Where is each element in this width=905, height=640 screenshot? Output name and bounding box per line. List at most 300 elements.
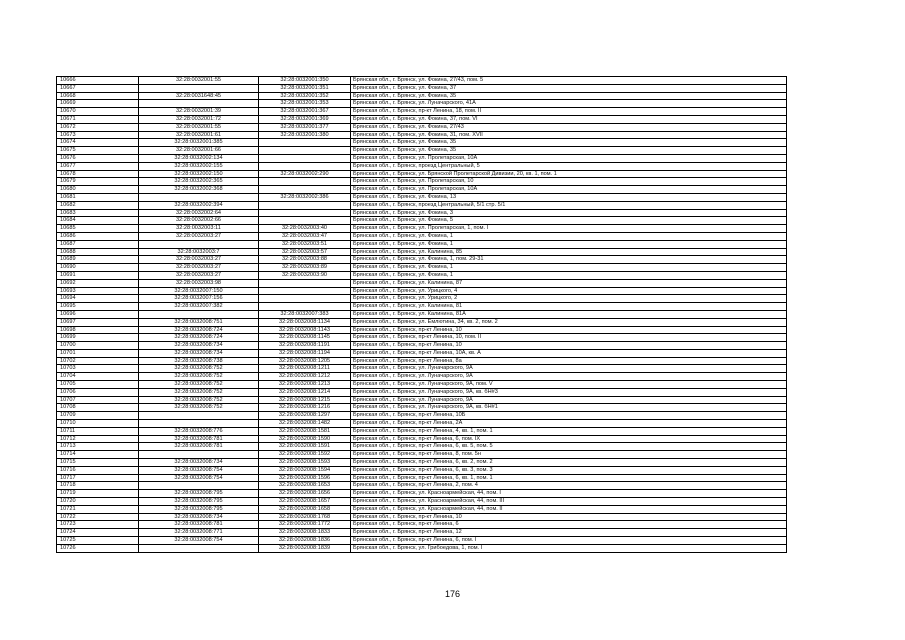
address-cell: Брянская обл., г. Брянск, ул. Луначарского, 9А [351, 396, 787, 404]
row-number-cell: 10724 [57, 529, 139, 537]
table-row [57, 404, 787, 412]
address-cell: Брянская обл., г. Брянск, ул. Фокина, 37 [351, 84, 787, 92]
table-row [57, 427, 787, 435]
object-number-cell: 32:28:0032003:90 [259, 271, 351, 279]
row-number-cell: 10712 [57, 435, 139, 443]
parcel-number-cell: 32:28:0032003:27 [139, 232, 259, 240]
parcel-number-cell: 32:28:0032008:795 [139, 498, 259, 506]
table-row [57, 193, 787, 201]
address-cell: Брянская обл., г. Брянск, пр-кт Ленина, 6, пом. I [351, 537, 787, 545]
table-row [57, 240, 787, 248]
object-number-cell: 32:28:0032008:1215 [259, 396, 351, 404]
parcel-number-cell: 32:28:0032008:752 [139, 381, 259, 389]
object-number-cell: 32:28:0032008:1592 [259, 451, 351, 459]
table-row [57, 451, 787, 459]
parcel-number-cell: 32:28:0032001:72 [139, 115, 259, 123]
parcel-number-cell: 32:28:0032002:368 [139, 186, 259, 194]
parcel-number-cell: 32:28:0032002:155 [139, 162, 259, 170]
table-row [57, 373, 787, 381]
object-number-cell: 32:28:0032007:383 [259, 310, 351, 318]
address-cell: Брянская обл., г. Брянск, ул. Грибоедова, 1, пом. I [351, 544, 787, 552]
object-number-cell: 32:28:0032008:1593 [259, 459, 351, 467]
parcel-number-cell: 32:28:0032008:781 [139, 443, 259, 451]
parcel-number-cell: 32:28:0032008:795 [139, 505, 259, 513]
row-number-cell: 10723 [57, 521, 139, 529]
table-row [57, 287, 787, 295]
address-cell: Брянская обл., г. Брянск, ул. Луначарского, 9А [351, 365, 787, 373]
table-row [57, 108, 787, 116]
parcel-number-cell: 32:28:0032008:724 [139, 326, 259, 334]
object-number-cell: 32:28:0032001:353 [259, 100, 351, 108]
object-number-cell: 32:28:0032008:1211 [259, 365, 351, 373]
table-row [57, 459, 787, 467]
address-cell: Брянская обл., г. Брянск, ул. Красноармейская, 44, пом. II [351, 505, 787, 513]
table-row [57, 357, 787, 365]
object-number-cell: 32:28:0032008:1205 [259, 357, 351, 365]
parcel-number-cell: 32:28:0032008:752 [139, 396, 259, 404]
object-number-cell: 32:28:0032001:369 [259, 115, 351, 123]
object-number-cell: 32:28:0032003:51 [259, 240, 351, 248]
object-number-cell: 32:28:0032008:1213 [259, 381, 351, 389]
table-body [57, 77, 787, 553]
row-number-cell: 10716 [57, 466, 139, 474]
table-row [57, 326, 787, 334]
table-row [57, 209, 787, 217]
table-row [57, 396, 787, 404]
object-number-cell: 32:28:0032008:1590 [259, 435, 351, 443]
row-number-cell: 10725 [57, 537, 139, 545]
object-number-cell: 32:28:0032001:367 [259, 108, 351, 116]
row-number-cell: 10675 [57, 147, 139, 155]
object-number-cell [259, 147, 351, 155]
row-number-cell: 10687 [57, 240, 139, 248]
address-cell: Брянская обл., г. Брянск, ул. Фокина, 3 [351, 209, 787, 217]
object-number-cell [259, 154, 351, 162]
address-cell: Брянская обл., г. Брянск, ул. Фокина, 1 [351, 271, 787, 279]
row-number-cell: 10721 [57, 505, 139, 513]
table-row [57, 365, 787, 373]
object-number-cell: 32:28:0032001:377 [259, 123, 351, 131]
parcel-number-cell: 32:28:0032001:61 [139, 131, 259, 139]
row-number-cell: 10722 [57, 513, 139, 521]
parcel-number-cell [139, 412, 259, 420]
object-number-cell: 32:28:0032001:352 [259, 92, 351, 100]
row-number-cell: 10711 [57, 427, 139, 435]
table-row [57, 279, 787, 287]
address-cell: Брянская обл., г. Брянск, ул. Фокина, 5 [351, 217, 787, 225]
address-cell: Брянская обл., г. Брянск, пр-кт Ленина, 10Б [351, 412, 787, 420]
table-row [57, 232, 787, 240]
table-row [57, 412, 787, 420]
row-number-cell: 10685 [57, 225, 139, 233]
address-cell: Брянская обл., г. Брянск, ул. Фокина, 27/43, пом. 5 [351, 77, 787, 85]
row-number-cell: 10715 [57, 459, 139, 467]
object-number-cell: 32:28:0032008:1134 [259, 318, 351, 326]
address-cell: Брянская обл., г. Брянск, пр-кт Ленина, 10А, кв. А [351, 349, 787, 357]
address-cell: Брянская обл., г. Брянск, пр-кт Ленина, 18, пом. II [351, 108, 787, 116]
address-cell: Брянская обл., г. Брянск, пр-кт Ленина, 10 [351, 342, 787, 350]
address-cell: Брянская обл., г. Брянск, пр-кт Ленина, 10, пом. II [351, 334, 787, 342]
address-cell: Брянская обл., г. Брянск, ул. Луначарского, 9А, кв. бН#1 [351, 404, 787, 412]
table-row [57, 139, 787, 147]
object-number-cell: 32:28:0032003:89 [259, 264, 351, 272]
object-number-cell: 32:28:0032008:1143 [259, 326, 351, 334]
table-row [57, 84, 787, 92]
row-number-cell: 10666 [57, 77, 139, 85]
object-number-cell: 32:28:0032008:1839 [259, 544, 351, 552]
address-cell: Брянская обл., г. Брянск, пр-кт Ленина, 6 [351, 521, 787, 529]
parcel-number-cell: 32:28:0032008:752 [139, 404, 259, 412]
table-row [57, 544, 787, 552]
row-number-cell: 10678 [57, 170, 139, 178]
table-row [57, 498, 787, 506]
address-cell: Брянская обл., г. Брянск, ул. Красноармейская, 44, пом. III [351, 498, 787, 506]
object-number-cell: 32:28:0032008:1194 [259, 349, 351, 357]
row-number-cell: 10726 [57, 544, 139, 552]
address-cell: Брянская обл., г. Брянск, ул. Калинина, 81А [351, 310, 787, 318]
row-number-cell: 10710 [57, 420, 139, 428]
parcel-number-cell: 32:28:0032002:150 [139, 170, 259, 178]
row-number-cell: 10674 [57, 139, 139, 147]
object-number-cell [259, 186, 351, 194]
address-cell: Брянская обл., г. Брянск, пр-кт Ленина, 6, кв. 5, пом. 5 [351, 443, 787, 451]
address-cell: Брянская обл., г. Брянск, ул. Брянской Пролетарской Дивизии, 20, кв. 1, пом. 1 [351, 170, 787, 178]
parcel-number-cell: 32:28:0032003:27 [139, 264, 259, 272]
address-cell: Брянская обл., г. Брянск, ул. Калинина, 85 [351, 248, 787, 256]
address-cell: Брянская обл., г. Брянск, ул. Фокина, 1 [351, 232, 787, 240]
parcel-number-cell: 32:28:0032008:734 [139, 513, 259, 521]
row-number-cell: 10695 [57, 303, 139, 311]
parcel-number-cell: 32:28:0032008:754 [139, 474, 259, 482]
parcel-number-cell: 32:28:0032007:382 [139, 303, 259, 311]
table-row [57, 256, 787, 264]
parcel-number-cell [139, 544, 259, 552]
row-number-cell: 10713 [57, 443, 139, 451]
address-cell: Брянская обл., г. Брянск, ул. Емлютина, 34, кв. 2, пом. 2 [351, 318, 787, 326]
table-row [57, 186, 787, 194]
object-number-cell: 32:28:0032008:1596 [259, 474, 351, 482]
parcel-number-cell: 32:28:0032008:751 [139, 318, 259, 326]
row-number-cell: 10668 [57, 92, 139, 100]
object-number-cell [259, 303, 351, 311]
row-number-cell: 10717 [57, 474, 139, 482]
object-number-cell: 32:28:0032008:1768 [259, 513, 351, 521]
row-number-cell: 10697 [57, 318, 139, 326]
row-number-cell: 10689 [57, 256, 139, 264]
object-number-cell: 32:28:0032008:1216 [259, 404, 351, 412]
object-number-cell: 32:28:0032008:1833 [259, 529, 351, 537]
parcel-number-cell [139, 451, 259, 459]
table-row [57, 490, 787, 498]
row-number-cell: 10679 [57, 178, 139, 186]
table-row [57, 435, 787, 443]
row-number-cell: 10700 [57, 342, 139, 350]
object-number-cell [259, 201, 351, 209]
address-cell: Брянская обл., г. Брянск, пр-кт Ленина, 2А [351, 420, 787, 428]
row-number-cell: 10720 [57, 498, 139, 506]
row-number-cell: 10670 [57, 108, 139, 116]
parcel-number-cell: 32:28:0032007:150 [139, 287, 259, 295]
parcel-number-cell: 32:28:0032002:64 [139, 209, 259, 217]
address-cell: Брянская обл., г. Брянск, пр-кт Ленина, 6, кв. 1, пом. 1 [351, 474, 787, 482]
row-number-cell: 10714 [57, 451, 139, 459]
property-register-table [56, 76, 787, 553]
address-cell: Брянская обл., г. Брянск, ул. Фокина, 31, пом. XVII [351, 131, 787, 139]
object-number-cell: 32:28:0032008:1214 [259, 388, 351, 396]
table-row [57, 388, 787, 396]
row-number-cell: 10683 [57, 209, 139, 217]
row-number-cell: 10684 [57, 217, 139, 225]
parcel-number-cell: 32:28:0032001:39 [139, 108, 259, 116]
row-number-cell: 10693 [57, 287, 139, 295]
object-number-cell: 32:28:0032008:1297 [259, 412, 351, 420]
address-cell: Брянская обл., г. Брянск, пр-кт Ленина, 10 [351, 326, 787, 334]
row-number-cell: 10667 [57, 84, 139, 92]
address-cell: Брянская обл., г. Брянск, ул. Калинина, 81 [351, 303, 787, 311]
address-cell: Брянская обл., г. Брянск, пр-кт Ленина, 6, кв. 3, пом. 3 [351, 466, 787, 474]
table-row [57, 178, 787, 186]
table-row [57, 505, 787, 513]
address-cell: Брянская обл., г. Брянск, ул. Пролетарская, 10А [351, 154, 787, 162]
page-number: 176 [444, 589, 461, 599]
address-cell: Брянская обл., г. Брянск, проезд Центральный, 5 [351, 162, 787, 170]
parcel-number-cell: 32:28:0032008:752 [139, 373, 259, 381]
row-number-cell: 10692 [57, 279, 139, 287]
table-row [57, 92, 787, 100]
table-row [57, 513, 787, 521]
parcel-number-cell: 32:28:0032008:752 [139, 365, 259, 373]
parcel-number-cell: 32:28:0032002:134 [139, 154, 259, 162]
address-cell: Брянская обл., г. Брянск, ул. Фокина, 35 [351, 147, 787, 155]
row-number-cell: 10690 [57, 264, 139, 272]
row-number-cell: 10686 [57, 232, 139, 240]
table-row [57, 248, 787, 256]
table-row [57, 529, 787, 537]
object-number-cell: 32:28:0032008:1594 [259, 466, 351, 474]
parcel-number-cell: 32:28:0031648:45 [139, 92, 259, 100]
row-number-cell: 10705 [57, 381, 139, 389]
object-number-cell: 32:28:0032008:1482 [259, 420, 351, 428]
address-cell: Брянская обл., г. Брянск, ул. Красноармейская, 44, пом. I [351, 490, 787, 498]
parcel-number-cell: 32:28:0032003:98 [139, 279, 259, 287]
parcel-number-cell [139, 482, 259, 490]
address-cell: Брянская обл., г. Брянск, ул. Фокина, 13 [351, 193, 787, 201]
table-row [57, 264, 787, 272]
table-row [57, 349, 787, 357]
row-number-cell: 10702 [57, 357, 139, 365]
table-row [57, 115, 787, 123]
parcel-number-cell [139, 100, 259, 108]
parcel-number-cell: 32:28:0032008:724 [139, 334, 259, 342]
parcel-number-cell: 32:28:0032002:365 [139, 178, 259, 186]
object-number-cell [259, 209, 351, 217]
parcel-number-cell: 32:28:0032008:738 [139, 357, 259, 365]
row-number-cell: 10703 [57, 365, 139, 373]
object-number-cell [259, 178, 351, 186]
parcel-number-cell [139, 240, 259, 248]
parcel-number-cell [139, 310, 259, 318]
table-row [57, 217, 787, 225]
parcel-number-cell: 32:28:0032001:385 [139, 139, 259, 147]
parcel-number-cell: 32:28:0032008:771 [139, 529, 259, 537]
table-row [57, 466, 787, 474]
address-cell: Брянская обл., г. Брянск, ул. Фокина, 1 [351, 264, 787, 272]
row-number-cell: 10706 [57, 388, 139, 396]
row-number-cell: 10673 [57, 131, 139, 139]
parcel-number-cell: 32:28:0032008:734 [139, 342, 259, 350]
address-cell: Брянская обл., г. Брянск, ул. Пролетарская, 10А [351, 186, 787, 194]
parcel-number-cell [139, 420, 259, 428]
table-row [57, 420, 787, 428]
table-row [57, 318, 787, 326]
row-number-cell: 10719 [57, 490, 139, 498]
object-number-cell: 32:28:0032008:1658 [259, 505, 351, 513]
address-cell: Брянская обл., г. Брянск, пр-кт Ленина, 6, пом. IX [351, 435, 787, 443]
address-cell: Брянская обл., г. Брянск, ул. Калинина, 87 [351, 279, 787, 287]
table-row [57, 201, 787, 209]
row-number-cell: 10704 [57, 373, 139, 381]
parcel-number-cell: 32:28:0032008:752 [139, 388, 259, 396]
row-number-cell: 10691 [57, 271, 139, 279]
table-row [57, 225, 787, 233]
parcel-number-cell: 32:28:0032008:781 [139, 435, 259, 443]
address-cell: Брянская обл., г. Брянск, ул. Луначарского, 9А, пом. V [351, 381, 787, 389]
object-number-cell: 32:28:0032001:351 [259, 84, 351, 92]
table-row [57, 334, 787, 342]
row-number-cell: 10694 [57, 295, 139, 303]
address-cell: Брянская обл., г. Брянск, пр-кт Ленина, 8, пом. 5н [351, 451, 787, 459]
parcel-number-cell: 32:28:0032001:66 [139, 147, 259, 155]
object-number-cell [259, 139, 351, 147]
row-number-cell: 10672 [57, 123, 139, 131]
object-number-cell: 32:28:0032008:1657 [259, 498, 351, 506]
address-cell: Брянская обл., г. Брянск, ул. Пролетарская, 1, пом. I [351, 225, 787, 233]
parcel-number-cell: 32:28:0032007:156 [139, 295, 259, 303]
table-row [57, 521, 787, 529]
object-number-cell: 32:28:0032001:380 [259, 131, 351, 139]
object-number-cell: 32:28:0032002:386 [259, 193, 351, 201]
row-number-cell: 10688 [57, 248, 139, 256]
row-number-cell: 10701 [57, 349, 139, 357]
parcel-number-cell: 32:28:0032008:795 [139, 490, 259, 498]
object-number-cell: 32:28:0032008:1836 [259, 537, 351, 545]
row-number-cell: 10708 [57, 404, 139, 412]
row-number-cell: 10676 [57, 154, 139, 162]
parcel-number-cell: 32:28:0032008:734 [139, 349, 259, 357]
address-cell: Брянская обл., г. Брянск, пр-кт Ленина, 8а [351, 357, 787, 365]
address-cell: Брянская обл., г. Брянск, ул. Фокина, 27/43 [351, 123, 787, 131]
table-row [57, 131, 787, 139]
object-number-cell [259, 217, 351, 225]
row-number-cell: 10682 [57, 201, 139, 209]
address-cell: Брянская обл., г. Брянск, ул. Урицкого, 2 [351, 295, 787, 303]
parcel-number-cell: 32:28:0032008:734 [139, 459, 259, 467]
address-cell: Брянская обл., г. Брянск, ул. Луначарского, 41А [351, 100, 787, 108]
row-number-cell: 10677 [57, 162, 139, 170]
address-cell: Брянская обл., г. Брянск, пр-кт Ленина, 10 [351, 513, 787, 521]
row-number-cell: 10699 [57, 334, 139, 342]
object-number-cell: 32:28:0032001:350 [259, 77, 351, 85]
table-row [57, 77, 787, 85]
object-number-cell: 32:28:0032003:47 [259, 232, 351, 240]
object-number-cell: 32:28:0032008:1653 [259, 482, 351, 490]
row-number-cell: 10696 [57, 310, 139, 318]
address-cell: Брянская обл., г. Брянск, пр-кт Ленина, 4, кв. 1, пом. 1 [351, 427, 787, 435]
parcel-number-cell [139, 193, 259, 201]
address-cell: Брянская обл., г. Брянск, ул. Луначарского, 9А, кв. бН#3 [351, 388, 787, 396]
table-row [57, 271, 787, 279]
table-row [57, 303, 787, 311]
table-row [57, 123, 787, 131]
address-cell: Брянская обл., г. Брянск, ул. Пролетарская, 10 [351, 178, 787, 186]
object-number-cell: 32:28:0032003:40 [259, 225, 351, 233]
object-number-cell [259, 295, 351, 303]
address-cell: Брянская обл., г. Брянск, ул. Фокина, 35 [351, 92, 787, 100]
table-row [57, 443, 787, 451]
parcel-number-cell: 32:28:0032002:394 [139, 201, 259, 209]
parcel-number-cell: 32:28:0032008:754 [139, 537, 259, 545]
object-number-cell: 32:28:0032008:1772 [259, 521, 351, 529]
table-row [57, 474, 787, 482]
address-cell: Брянская обл., г. Брянск, ул. Луначарского, 9А [351, 373, 787, 381]
table-row [57, 537, 787, 545]
object-number-cell: 32:28:0032008:1581 [259, 427, 351, 435]
address-cell: Брянская обл., г. Брянск, ул. Урицкого, 4 [351, 287, 787, 295]
row-number-cell: 10671 [57, 115, 139, 123]
row-number-cell: 10707 [57, 396, 139, 404]
parcel-number-cell: 32:28:0032001:55 [139, 123, 259, 131]
object-number-cell [259, 287, 351, 295]
table-row [57, 100, 787, 108]
parcel-number-cell [139, 84, 259, 92]
table-row [57, 381, 787, 389]
address-cell: Брянская обл., г. Брянск, ул. Фокина, 1, пом. 29-31 [351, 256, 787, 264]
object-number-cell: 32:28:0032008:1656 [259, 490, 351, 498]
table-row [57, 310, 787, 318]
object-number-cell [259, 162, 351, 170]
object-number-cell [259, 279, 351, 287]
parcel-number-cell: 32:28:0032003:27 [139, 256, 259, 264]
parcel-number-cell: 32:28:0032008:754 [139, 466, 259, 474]
address-cell: Брянская обл., г. Брянск, проезд Центральный, 5/1 стр. 5/1 [351, 201, 787, 209]
row-number-cell: 10669 [57, 100, 139, 108]
address-cell: Брянская обл., г. Брянск, пр-кт Ленина, 2, пом. 4 [351, 482, 787, 490]
row-number-cell: 10680 [57, 186, 139, 194]
object-number-cell: 32:28:0032008:1591 [259, 443, 351, 451]
parcel-number-cell: 32:28:0032003:7 [139, 248, 259, 256]
parcel-number-cell: 32:28:0032008:781 [139, 521, 259, 529]
address-cell: Брянская обл., г. Брянск, ул. Фокина, 1 [351, 240, 787, 248]
object-number-cell: 32:28:0032008:1145 [259, 334, 351, 342]
row-number-cell: 10718 [57, 482, 139, 490]
parcel-number-cell: 32:28:0032003:11 [139, 225, 259, 233]
parcel-number-cell: 32:28:0032002:66 [139, 217, 259, 225]
table-row [57, 162, 787, 170]
object-number-cell: 32:28:0032003:57 [259, 248, 351, 256]
address-cell: Брянская обл., г. Брянск, ул. Фокина, 35 [351, 139, 787, 147]
table-row [57, 482, 787, 490]
parcel-number-cell: 32:28:0032003:27 [139, 271, 259, 279]
table-row [57, 295, 787, 303]
parcel-number-cell: 32:28:0032008:776 [139, 427, 259, 435]
row-number-cell: 10681 [57, 193, 139, 201]
row-number-cell: 10698 [57, 326, 139, 334]
address-cell: Брянская обл., г. Брянск, пр-кт Ленина, 12 [351, 529, 787, 537]
object-number-cell: 32:28:0032002:290 [259, 170, 351, 178]
object-number-cell: 32:28:0032003:88 [259, 256, 351, 264]
object-number-cell: 32:28:0032008:1191 [259, 342, 351, 350]
address-cell: Брянская обл., г. Брянск, ул. Фокина, 37, пом. VI [351, 115, 787, 123]
